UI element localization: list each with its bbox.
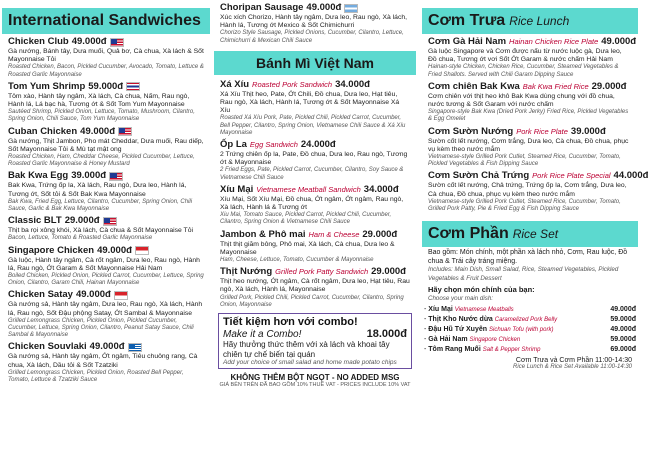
item-title-row bbox=[428, 81, 632, 93]
sandwich-item bbox=[2, 215, 210, 242]
item-description-vn: Sườn cốt lết nướng, Chả trứng, Trứng ốp la, Cơm trắng, Dưa leo, Cà chua, Đồ chua, phục vụ kèm theo nước mắm bbox=[428, 182, 627, 198]
item-price: 39.000đ bbox=[71, 170, 107, 182]
usa-flag-icon bbox=[110, 38, 124, 47]
combo-description-en: Add your choice of small salad and home made potato chips bbox=[223, 359, 397, 367]
item-price: 49.000đ bbox=[601, 36, 637, 47]
banh-mi-item bbox=[214, 184, 416, 227]
item-name: Choripan Sausage bbox=[220, 2, 304, 13]
item-name: Cuban Chicken bbox=[8, 125, 78, 137]
item-price: 49.000đ bbox=[306, 2, 342, 13]
item-english-name: Hainan Chicken Rice Plate bbox=[509, 37, 599, 46]
choice-name-en: Sichuan Tofu (with pork) bbox=[488, 327, 554, 334]
rice-set-choice bbox=[422, 325, 638, 335]
choice-name: - Xíu Mại Vietnamese Meatballs bbox=[424, 306, 514, 314]
item-english-name: Vietnamese Meatball Sandwich bbox=[256, 184, 361, 194]
rice-lunch-subtitle: Rice Lunch bbox=[509, 14, 570, 28]
item-description-vn: Xíu Mại, Sốt Xíu Mại, Đồ chua, Ớt ngâm, Ớt ngâm, Rau ngò, Xà lách, Hành lá & Tương ớt bbox=[220, 195, 404, 212]
item-price: 49.000đ bbox=[97, 244, 132, 256]
choice-name-en: Salt & Pepper Shrimp bbox=[482, 347, 541, 354]
item-description-vn: Gà nướng sả, Hành tây ngâm, Ớt ngâm, Tiêu chuông rang, Cà chua, Xà lách, Dầu tỏi & Sốt Tzatziki bbox=[8, 353, 198, 369]
item-title-row bbox=[220, 266, 410, 278]
rice-set-header bbox=[422, 221, 638, 247]
item-description-vn: Bak Kwa, Trứng ốp la, Xà lách, Rau ngò, Dưa leo, Hành lá, Tương ớt, Sốt tỏi & Sốt Bak Kwa Mayonnaise bbox=[8, 182, 187, 198]
item-english-name: Roasted Pork Sandwich bbox=[252, 79, 333, 89]
item-description-vn: Thịt heo nướng, Ớt ngâm, Cà rốt ngâm, Dưa leo, Hạt tiêu, Rau ngò, Xà lách, Hành lá, Mayonnaise bbox=[220, 278, 410, 294]
item-description-vn: Xá Xíu Thịt heo, Pate, Ớt Chili, Đồ chua, Dưa leo, Hạt tiêu, Rau ngò, Xà lách, Hành lá, Tương ớt & Sốt Mayonnaise Xá Xíu bbox=[220, 90, 400, 115]
sandwich-item bbox=[2, 245, 210, 288]
choice-price: 59.000đ bbox=[610, 336, 636, 344]
item-description-vn: Xúc xích Chorizo, Hành tây ngâm, Dưa leo, Rau ngò, Xà lách, Hành lá, Tương ớt Mexico & Sốt Chimichurri bbox=[220, 14, 408, 30]
rice-lunch-list bbox=[422, 36, 648, 213]
singapore-flag-icon bbox=[135, 246, 149, 255]
hours-en: Rice Lunch & Rice Set Available 11:00-14:30 bbox=[513, 364, 632, 371]
item-title-row bbox=[8, 81, 204, 93]
combo-price: 18.000đ bbox=[366, 328, 407, 341]
item-title-row bbox=[428, 126, 632, 138]
rice-lunch-header bbox=[422, 8, 638, 34]
item-description-en: Chorizo Style Sausage, Pickled Onions, Cucumber, Cilantro, Lettuce, Chimichurri & Mexican Chili Sauce bbox=[220, 30, 404, 44]
item-price: 29.000đ bbox=[362, 228, 398, 240]
rice-set-choice bbox=[422, 335, 638, 345]
item-description-en: Boiled Chicken, Pickled Onion, Pickled Carrot, Cucumber, Lettuce, Spring Onion, Cilantro, Garam Chili, Hainan Mayonnaise bbox=[8, 273, 204, 287]
item-description-vn: Cơm chiên với thịt heo khô Bak Kwa dùng chung với đồ chua, nước tương & Sốt Garam với nước chấm bbox=[428, 92, 615, 109]
item-description-en: Singapore-style Bak Kwa (Dried Pork Jerky) Fried Rice, Pickled Vegetables & Egg Omelet bbox=[428, 109, 629, 123]
item-description-vn: Thịt thịt giăm bông, Phô mai, Xà lách, Cà chua, Dưa leo & Mayonnaise bbox=[220, 240, 395, 256]
item-english-name: Egg Sandwich bbox=[249, 140, 298, 150]
item-price: 34.000đ bbox=[363, 183, 399, 195]
item-price: 34.000đ bbox=[335, 78, 370, 90]
item-title-row bbox=[220, 79, 410, 91]
choice-name-vn: Gà Hải Nam bbox=[428, 336, 468, 344]
item-description-en: Sautéed Shrimp, Pickled Onion, Lettuce, Tomato, Mushroom, Cilantro, Spring Onion, Chili Sauce, Tom Yum Mayonnaise bbox=[8, 109, 195, 123]
rice-column bbox=[422, 0, 648, 457]
item-name: Chicken Satay bbox=[8, 289, 73, 301]
item-price: 49.000đ bbox=[75, 289, 111, 301]
choice-name: - Tôm Rang Muối Salt & Pepper Shrimp bbox=[424, 346, 541, 354]
item-price: 29.000đ bbox=[64, 215, 100, 227]
choose-main-vn: Hãy chọn món chính của bạn: bbox=[428, 285, 535, 295]
choice-price: 69.000đ bbox=[610, 346, 636, 354]
item-description-en: Xiu Mai, Tomato Sauce, Pickled Carrot, Pickled Chili, Cucumber, Cilantro, Spring Onion & Vietnamese Chili Sauce bbox=[220, 212, 392, 226]
banh-mi-header: Bánh Mì Việt Nam bbox=[214, 51, 416, 75]
item-english-name: Bak Kwa Fried Rice bbox=[522, 81, 589, 91]
item-description-vn: Gà luộc, Hành tây ngâm, Cà rốt ngâm, Dưa leo, Rau ngò, Hành lá, Rau ngò, Ớt Garam & Sốt Mayonnaise Hải Nam bbox=[8, 256, 200, 272]
item-title-row bbox=[8, 289, 204, 301]
item-description-vn: Thịt ba rọi xông khói, Xà lách, Cà chua & Sốt Mayonnaise Tỏi bbox=[8, 227, 194, 235]
item-name: Jambon & Phô mai bbox=[220, 228, 306, 240]
item-title-row bbox=[428, 36, 637, 48]
banh-mi-column bbox=[214, 0, 416, 457]
rice-lunch-item bbox=[422, 126, 638, 169]
choose-main-en: Choose your main dish: bbox=[428, 294, 494, 302]
sandwich-item bbox=[2, 289, 210, 339]
banh-mi-item bbox=[214, 266, 416, 309]
item-price: 29.000đ bbox=[591, 80, 627, 92]
combo-box bbox=[218, 313, 412, 369]
choice-name-vn: Tôm Rang Muối bbox=[428, 346, 481, 354]
choice-name-en: Singapore Chicken bbox=[469, 337, 521, 344]
item-description-vn: 2 Trứng chiên ốp la, Pate, Đồ chua, Dưa leo, Rau ngò, Tương ớt & Mayonnaise bbox=[220, 151, 408, 167]
item-description-vn: Gà luộc Singapore và Cơm được nấu từ nước luộc gà, Dưa leo, Đồ chua, Tương ớt vơi Sốt Ớt Garam & nước chấm Hải Nam bbox=[428, 48, 622, 64]
rice-set-title: Cơm Phần bbox=[428, 225, 509, 243]
item-title-row bbox=[8, 170, 204, 182]
item-description-en: Roasted Chicken, Bacon, Pickled Cucumber, Avocado, Tomato, Lettuce & Roasted Garlic Mayonnaise bbox=[8, 64, 204, 78]
item-title-row bbox=[8, 245, 204, 257]
item-title-row bbox=[220, 139, 410, 151]
usa-flag-icon bbox=[103, 217, 117, 226]
choice-name: - Gà Hải Nam Singapore Chicken bbox=[424, 336, 521, 344]
choice-name-en: Vietnamese Meatballs bbox=[454, 307, 514, 314]
item-price: 49.000đ bbox=[71, 36, 107, 47]
international-sandwiches-header: International Sandwiches bbox=[2, 8, 210, 34]
banh-mi-item bbox=[214, 139, 416, 182]
rice-set-choice bbox=[422, 345, 638, 355]
item-description-en: Hainan-style Chicken, Chicken Rice, Cucumber, Steamed Vegetables & Fried Shallots. Served with Chili Garam Dipping Sauce bbox=[428, 64, 619, 78]
sandwich-item bbox=[2, 341, 210, 384]
item-description-en: Vietnamese-style Grilled Pork Cutlet, Steamed Rice, Cucumber, Tomato, Grilled Pork Patty, Pie & Fried Egg & Fish Dipping Sauce bbox=[428, 198, 621, 213]
item-title-row bbox=[220, 184, 410, 196]
choice-name-vn: Xíu Mại bbox=[428, 306, 453, 314]
item-name: Cơm Sườn Nướng bbox=[428, 125, 514, 137]
item-name: Classic BLT bbox=[8, 215, 62, 227]
item-price: 59.000đ bbox=[88, 80, 124, 92]
item-description-vn: Gà nướng, Bánh tây, Dưa muối, Quả bơ, Cà chua, Xà lách & Sốt Mayonnaise Tỏi bbox=[8, 48, 204, 64]
rice-set-includes-en: Includes: Main Dish, Small Salad, Rice, Steamed Vegetables, Pickled Vegetables & Fruit Dessert bbox=[428, 266, 619, 282]
item-english-name: Ham & Cheese bbox=[308, 229, 360, 239]
item-description-vn: Sườn cốt lết nướng, Cơm trắng, Dưa leo, Cà chua, Đồ chua, phục vụ kèm theo nước mắm bbox=[428, 137, 629, 153]
choice-price: 49.000đ bbox=[610, 306, 636, 314]
item-name: Bak Kwa Egg bbox=[8, 170, 69, 182]
choice-price: 49.000đ bbox=[610, 326, 636, 334]
item-description-vn: Tôm xào, Hành tây ngâm, Xà lách, Cà chua, Nấm, Rau ngò, Hành lá, Lá bạc hà, Tương ớt & Sốt Tom Yum Mayonnaise bbox=[8, 92, 190, 109]
item-description-en: Grilled Lemongrass Chicken, Pickled Onion, Pickled Cucumber, Cucumber, Lettuce, Spring Onion, Cilantro, Peanut Satay Sauce, Chili Sambal & Mayonnaise bbox=[8, 317, 194, 339]
choice-price: 59.000đ bbox=[610, 316, 636, 324]
thailand-flag-icon bbox=[126, 82, 140, 91]
banh-mi-item bbox=[214, 229, 416, 265]
choice-name-vn: Thịt Kho Nước dừa bbox=[428, 316, 493, 324]
malaysia-flag-icon bbox=[109, 172, 123, 181]
hours-vn: Cơm Trưa và Cơm Phần 11:00-14:30 bbox=[515, 357, 632, 365]
item-title-row bbox=[8, 215, 204, 227]
item-description-en: 2 Fried Eggs, Pate, Pickled Carrot, Cucumber, Cilantro, Soy Sauce & Vietnamese Chili Sauce bbox=[220, 167, 404, 181]
sandwich-item bbox=[2, 36, 210, 79]
sandwich-item bbox=[2, 81, 210, 124]
item-price: 49.000đ bbox=[80, 125, 116, 137]
item-name: Cơm chiên Bak Kwa bbox=[428, 80, 520, 92]
rice-set-subtitle: Rice Set bbox=[512, 227, 559, 242]
item-name: Thịt Nướng bbox=[220, 266, 273, 278]
item-name: Chicken Souvlaki bbox=[8, 341, 87, 353]
sandwich-item bbox=[2, 170, 210, 213]
choice-name: - Thịt Kho Nước dừa Caramelized Pork Belly bbox=[424, 316, 558, 324]
item-description-en: Roasted Xá Xíu Pork, Pate, Pickled Chili, Pickled Carrot, Cucumber, Bell Pepper, Cilantro, Spring Onion, Vietnamese Chili Sauce & Xá Xíu Mayonnaise bbox=[220, 115, 406, 136]
item-description-en: Bacon, Lettuce, Tomato & Roasted Garlic Mayonnaise bbox=[8, 235, 153, 242]
usa-flag-icon bbox=[118, 127, 132, 136]
item-english-name: Pork Rice Plate Special bbox=[532, 171, 611, 181]
banh-mi-item bbox=[214, 79, 416, 137]
item-english-name: Grilled Pork Patty Sandwich bbox=[275, 267, 369, 277]
item-title-row bbox=[8, 341, 204, 353]
item-description-en: Grilled Lemongrass Chicken, Pickled Onion, Roasted Bell Pepper, Tomato, Lettuce & Tzatziki Sauce bbox=[8, 369, 184, 384]
vat-note: GIÁ BÊN TRÊN ĐÃ BAO GỒM 10% THUẾ VAT - PRICES INCLUDE 10% VAT bbox=[219, 382, 411, 389]
item-description-en: Grilled Pork, Pickled Chili, Pickled Carrot, Cucumber, Cilantro, Spring Onion, Mayonnaise bbox=[220, 294, 404, 308]
item-price: 29.000đ bbox=[371, 266, 406, 278]
singapore-flag-icon bbox=[114, 291, 128, 300]
item-description-en: Ham, Cheese, Lettuce, Tomato, Cucumber & Mayonnaise bbox=[220, 257, 374, 264]
item-name: Cơm Sườn Chả Trứng bbox=[428, 170, 530, 182]
item-description-vn: Gà nướng sả, Hành tây ngâm, Dưa leo, Rau ngò, Xà lách, Hành lá, Rau ngò, Sốt Đậu phộng Satay, Ớt Sambal & Mayonnaise bbox=[8, 301, 203, 317]
item-name: Cơm Gà Hải Nam bbox=[428, 36, 507, 47]
combo-subtitle: Make it a Combo! bbox=[223, 329, 302, 341]
international-sandwiches-column bbox=[2, 0, 210, 457]
item-name: Xá Xíu bbox=[220, 78, 250, 90]
item-price: 24.000đ bbox=[300, 139, 336, 151]
rice-lunch-item bbox=[422, 36, 638, 79]
item-title-row bbox=[428, 170, 648, 182]
international-sandwiches-list bbox=[2, 36, 210, 384]
rice-set-details bbox=[422, 247, 638, 305]
rice-set-choice bbox=[422, 315, 638, 325]
choice-name: - Đậu Hũ Tứ Xuyên Sichuan Tofu (with pork) bbox=[424, 326, 554, 334]
item-title-row bbox=[220, 229, 410, 241]
combo-description-vn: Hãy thưởng thức thêm với xà lách và khoai tây chiên tự chế biến tại quán bbox=[223, 340, 390, 359]
rice-lunch-item bbox=[422, 170, 648, 213]
item-english-name: Pork Rice Plate bbox=[516, 126, 568, 136]
item-name: Xíu Mại bbox=[220, 183, 254, 195]
argentina-flag-icon bbox=[344, 4, 358, 13]
sandwich-item bbox=[2, 126, 210, 169]
choripan-item bbox=[214, 0, 416, 45]
item-title-row bbox=[8, 36, 204, 48]
rice-set-includes-vn: Bao gồm: Món chính, một phần xà lách nhỏ, Cơm, Rau luộc, Đồ chua & Trái cây tráng miệng. bbox=[428, 249, 628, 265]
item-name: Chicken Club bbox=[8, 36, 69, 47]
choice-name-vn: Đậu Hũ Tứ Xuyên bbox=[428, 326, 488, 334]
item-description-vn: Gà nướng, Thịt Jambon, Pho mát Cheddar, Dưa muối, Rau diếp, Sốt Mayonnaise Tỏi & Mù tạt mật ong bbox=[8, 137, 204, 153]
item-description-en: Vietnamese-style Grilled Pork Cutlet, Steamed Rice, Cucumber, Tomato, Pickled Vegetables & Fish Dipping Sauce bbox=[428, 154, 621, 168]
rice-set-choice bbox=[422, 305, 638, 315]
rice-lunch-item bbox=[422, 81, 638, 124]
item-title-row bbox=[8, 126, 204, 138]
no-msg-note: KHÔNG THÊM BỘT NGỌT - NO ADDED MSG bbox=[230, 373, 400, 383]
item-name: Tom Yum Shrimp bbox=[8, 80, 86, 92]
item-name: Ốp La bbox=[220, 139, 247, 151]
choice-name-en: Caramelized Pork Belly bbox=[494, 317, 558, 324]
greece-flag-icon bbox=[128, 343, 142, 352]
rice-set-choices bbox=[422, 305, 638, 355]
item-name: Singapore Chicken bbox=[8, 244, 95, 256]
item-price: 39.000đ bbox=[570, 125, 606, 137]
item-description-en: Bak Kwa, Fried Egg, Lettuce, Cilantro, Cucumber, Spring Onion, Chili Sauce, Garlic & Bak Kwa Mayonnaise bbox=[8, 198, 193, 213]
rice-lunch-title: Cơm Trưa bbox=[428, 12, 506, 29]
item-description-en: Roasted Chicken, Ham, Cheddar Cheese, Pickled Cucumber, Lettuce, Roasted Garlic Mayonnaise & Honey Mustard bbox=[8, 154, 195, 168]
item-price: 44.000đ bbox=[613, 170, 648, 182]
item-price: 49.000đ bbox=[89, 341, 125, 353]
combo-title: Tiết kiệm hơn với combo! bbox=[223, 316, 358, 329]
banh-mi-list bbox=[214, 79, 416, 309]
